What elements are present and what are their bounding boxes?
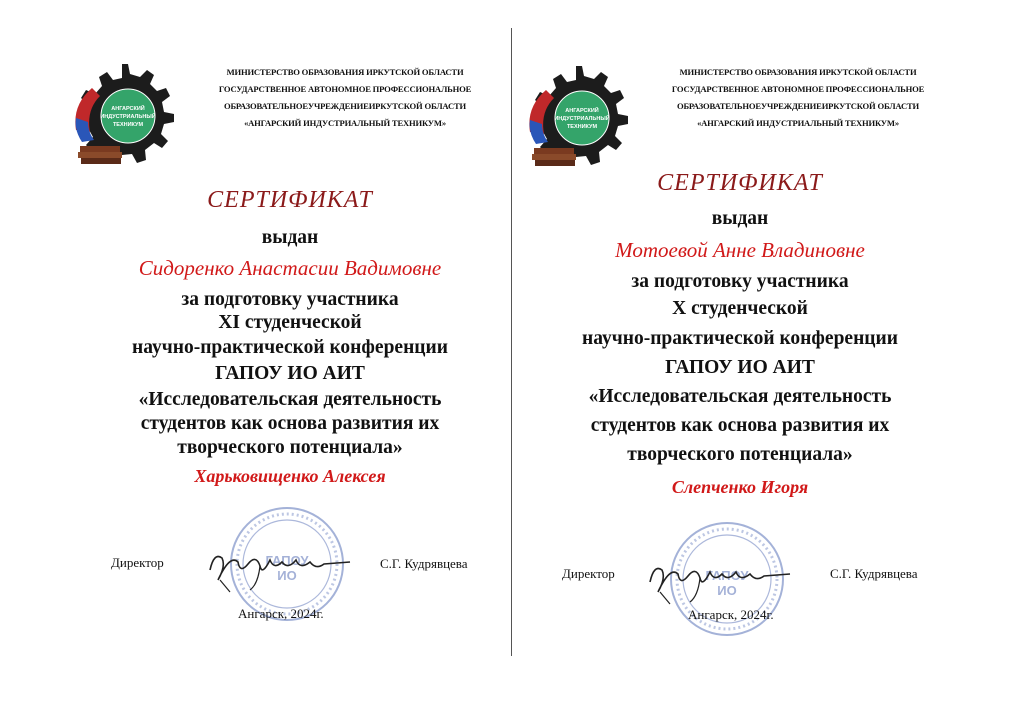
participant-name: Слепченко Игоря — [671, 477, 809, 497]
svg-text:АНГАРСКИЙ: АНГАРСКИЙ — [565, 108, 599, 114]
conference-number: X студенческой — [672, 298, 808, 319]
for-line: за подготовку участника — [631, 271, 849, 292]
participant-name: Харьковищенко Алексея — [194, 466, 386, 486]
issued-label: выдан — [261, 227, 319, 248]
place-date: Ангарск, 2024г. — [688, 607, 774, 622]
header-line-3: ОБРАЗОВАТЕЛЬНОЕУЧРЕЖДЕНИЕИРКУТСКОЙ ОБЛАСТИ — [676, 101, 920, 111]
topic-line-1: «Исследовательская деятельность — [588, 386, 892, 407]
conference-number: XI студенческой — [218, 312, 362, 333]
topic-line-3: творческого потенциала» — [177, 437, 403, 458]
topic-line-2: студентов как основа развития их — [590, 415, 890, 436]
svg-text:ИНДУСТРИАЛЬНЫЙ: ИНДУСТРИАЛЬНЫЙ — [100, 114, 156, 120]
director-name: С.Г. Кудрявцева — [830, 566, 918, 581]
header-line-4: «АНГАРСКИЙ ИНДУСТРИАЛЬНЫЙ ТЕХНИКУМ» — [697, 118, 899, 128]
issued-label: выдан — [711, 208, 769, 229]
topic-line-2: студентов как основа развития их — [140, 413, 440, 434]
recipient-name: Мотоевой Анне Владиновне — [615, 238, 865, 262]
conference-type: научно-практической конференции — [131, 337, 449, 358]
header-line-2: ГОСУДАРСТВЕННОЕ АВТОНОМНОЕ ПРОФЕССИОНАЛЬНОЕ — [218, 84, 472, 94]
organization: ГАПОУ ИО АИТ — [665, 357, 815, 378]
header-block — [195, 64, 495, 132]
header-line-3: ОБРАЗОВАТЕЛЬНОЕУЧРЕЖДЕНИЕИРКУТСКОЙ ОБЛАСТИ — [223, 101, 467, 111]
svg-text:ГАПОУ: ГАПОУ — [705, 568, 749, 583]
technikum-logo-icon — [62, 60, 182, 170]
technikum-logo-icon — [516, 62, 636, 172]
svg-text:ИО: ИО — [277, 568, 297, 583]
svg-text:ТЕХНИКУМ: ТЕХНИКУМ — [566, 124, 598, 130]
svg-text:ИО: ИО — [717, 583, 737, 598]
header-line-2: ГОСУДАРСТВЕННОЕ АВТОНОМНОЕ ПРОФЕССИОНАЛЬНОЕ — [671, 84, 925, 94]
certificate-title: СЕРТИФИКАТ — [657, 170, 823, 196]
header-line-4: «АНГАРСКИЙ ИНДУСТРИАЛЬНЫЙ ТЕХНИКУМ» — [244, 118, 446, 128]
place-date: Ангарск, 2024г. — [238, 606, 324, 621]
topic-line-1: «Исследовательская деятельность — [138, 389, 442, 410]
director-label: Директор — [111, 555, 164, 570]
director-signature-icon — [200, 540, 365, 596]
conference-type: научно-практической конференции — [581, 328, 899, 349]
svg-text:АНГАРСКИЙ: АНГАРСКИЙ — [111, 106, 145, 112]
topic-line-3: творческого потенциала» — [627, 444, 853, 465]
director-signature-icon — [640, 552, 805, 608]
director-name: С.Г. Кудрявцева — [380, 556, 468, 571]
header-line-1: МИНИСТЕРСТВО ОБРАЗОВАНИЯ ИРКУТСКОЙ ОБЛАСТИ — [679, 67, 917, 77]
director-label: Директор — [562, 566, 615, 581]
certificate-title: СЕРТИФИКАТ — [207, 187, 373, 213]
svg-text:ГАПОУ: ГАПОУ — [265, 553, 309, 568]
svg-text:ИНДУСТРИАЛЬНЫЙ: ИНДУСТРИАЛЬНЫЙ — [554, 116, 610, 122]
for-line: за подготовку участника — [181, 289, 399, 310]
svg-text:ТЕХНИКУМ: ТЕХНИКУМ — [112, 122, 144, 128]
header-line-1: МИНИСТЕРСТВО ОБРАЗОВАНИЯ ИРКУТСКОЙ ОБЛАСТИ — [226, 67, 464, 77]
header-block — [648, 64, 948, 132]
recipient-name: Сидоренко Анастасии Вадимовне — [138, 256, 442, 280]
organization: ГАПОУ ИО АИТ — [215, 363, 365, 384]
